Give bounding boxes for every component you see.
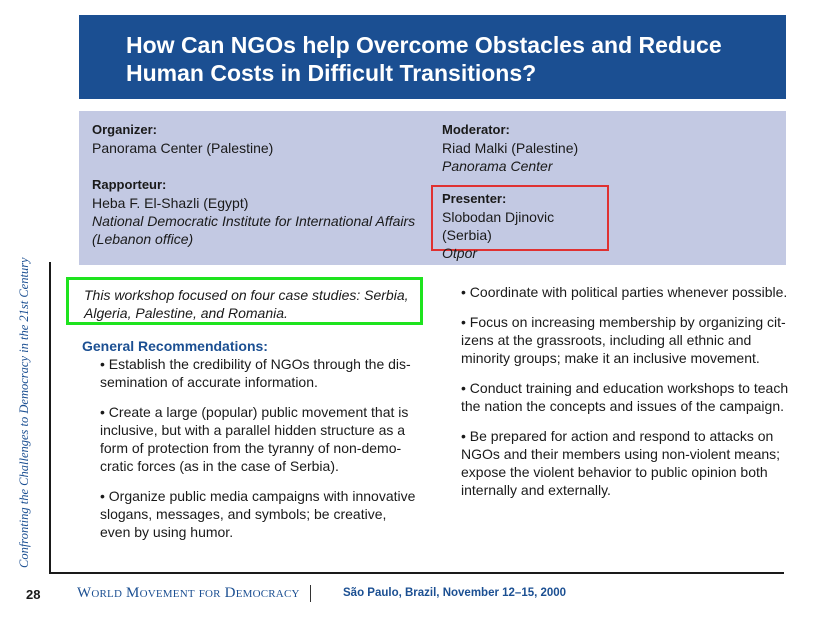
recommendations-right-column <box>461 283 791 511</box>
page-title <box>126 31 776 87</box>
organization-name: World Movement for Democracy <box>77 585 300 601</box>
presenter-affiliation: Otpor <box>442 245 478 261</box>
recommendation-item: • Conduct training and education workshops to teach the nation the concepts and issues of the campaign. <box>461 380 789 414</box>
recommendation-item: • Organize public media campaigns with innovative slogans, messages, and symbols; be creative, even by using humor. <box>100 488 416 540</box>
presenter-highlight-box <box>431 185 609 261</box>
moderator-block <box>442 121 772 175</box>
recommendations-left-column <box>100 355 420 553</box>
moderator-name: Riad Malki (Palestine) <box>442 140 579 156</box>
focus-highlight-box <box>66 277 423 325</box>
event-info: São Paulo, Brazil, November 12–15, 2000 <box>343 587 567 599</box>
vertical-rule <box>49 262 51 574</box>
page-number: 28 <box>26 587 41 602</box>
title-banner <box>79 15 786 99</box>
sidebar-series-title: Confronting the Challenges to Democracy in the 21st Century <box>17 257 31 568</box>
recommendation-item: • Be prepared for action and respond to attacks on NGOs and their members using non-violent means; expose the violent behavior to public opinion both internally and externally. <box>461 428 781 498</box>
recommendation-item: • Create a large (popular) public movement that is inclusive, but with a parallel hidden structure as a form of protection from the tyranny of non-demo-cratic forces (as in the case of Serbia). <box>100 404 409 474</box>
recommendations-heading: General Recommendations: <box>82 338 268 354</box>
rapporteur-block <box>92 176 437 248</box>
focus-statement: This workshop focused on four case studies: Serbia, Algeria, Palestine, and Romania. <box>84 287 409 321</box>
presenter-block <box>442 190 607 262</box>
recommendation-item: • Focus on increasing membership by organizing cit-izens at the grassroots, including all ethnic and minority groups; make it an inclusive movement. <box>461 314 786 366</box>
moderator-label: Moderator: <box>442 122 510 137</box>
organizer-block <box>92 121 432 157</box>
title-line-1: How Can NGOs help Overcome Obstacles and Reduce <box>126 32 722 58</box>
recommendation-item: • Coordinate with political parties whenever possible. <box>461 284 788 300</box>
rapporteur-affiliation-2: (Lebanon office) <box>92 231 194 247</box>
footer-rule <box>49 572 784 574</box>
organizer-name: Panorama Center (Palestine) <box>92 140 274 156</box>
rapporteur-affiliation-1: National Democratic Institute for International Affairs <box>92 213 416 229</box>
rapporteur-name: Heba F. El-Shazli (Egypt) <box>92 195 249 211</box>
recommendation-item: • Establish the credibility of NGOs through the dis-semination of accurate information. <box>100 356 411 390</box>
session-info-panel <box>79 111 786 265</box>
moderator-affiliation: Panorama Center <box>442 158 553 174</box>
title-line-2: Human Costs in Difficult Transitions? <box>126 60 537 86</box>
organizer-label: Organizer: <box>92 122 158 137</box>
page-footer <box>0 585 832 605</box>
presenter-name: Slobodan Djinovic (Serbia) <box>442 209 555 243</box>
rapporteur-label: Rapporteur: <box>92 177 167 192</box>
presenter-label: Presenter: <box>442 191 507 206</box>
footer-separator <box>310 585 311 602</box>
